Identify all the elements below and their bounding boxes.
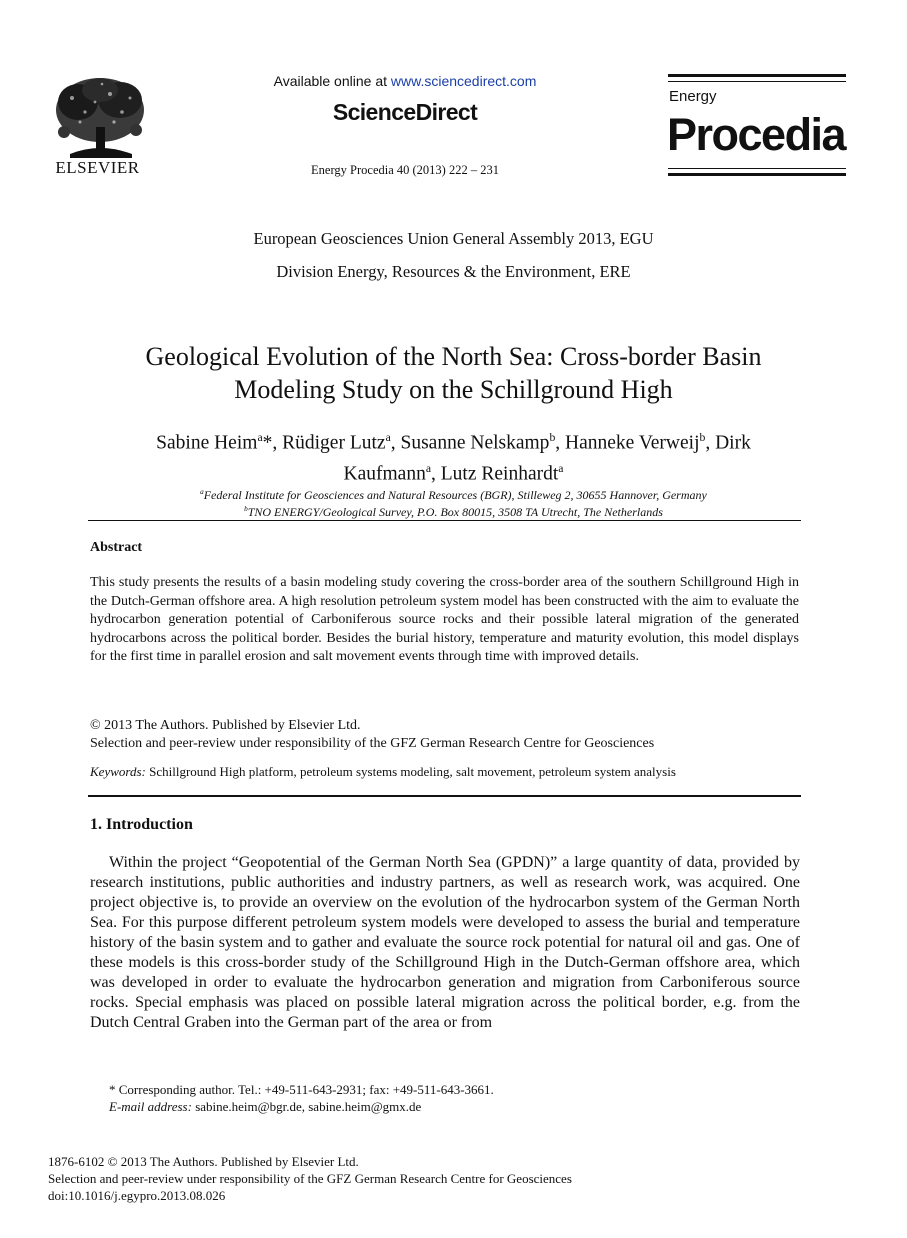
email-addresses: sabine.heim@bgr.de, sabine.heim@gmx.de — [191, 1099, 422, 1114]
section-divider — [88, 795, 801, 797]
logo-rule — [668, 74, 846, 77]
affiliation-mark: a — [200, 488, 204, 496]
author-name: Susanne Nelskamp — [400, 432, 550, 454]
affiliation-text: TNO ENERGY/Geological Survey, P.O. Box 80015, 3508 TA Utrecht, The Netherlands — [247, 505, 663, 519]
available-online-line — [200, 73, 610, 89]
author-affil-mark: a — [558, 461, 564, 475]
author-sep: , — [555, 432, 566, 454]
title-line-2: Modeling Study on the Schillground High — [234, 375, 673, 404]
abstract-body: This study presents the results of a basin modeling study covering the cross-border area of the southern Schillground High in the Dutch-German offshore area. A high resolution petroleum system model has been constructed with the aim to evaluate the hydrocarbon generation potential of Carboniferous source rocks and their possible lateral migration of the generated hydrocarbons across the political border. Besides the burial history, temperature and maturity evolution, this model displays for the first time in parallel erosion and salt movement events through time with improved details. — [90, 575, 799, 664]
conference-line-1: European Geosciences Union General Assembly 2013, EGU — [253, 229, 654, 248]
author-affil-mark: b — [699, 431, 706, 444]
elsevier-wordmark: ELSEVIER — [55, 158, 140, 177]
page-footer — [48, 1153, 808, 1204]
keywords-label: Keywords: — [90, 764, 146, 779]
author-name: Rüdiger Lutz — [282, 432, 386, 454]
author-line-1 — [80, 425, 827, 456]
author-affil-mark: a — [385, 431, 391, 444]
author-sep: , — [390, 432, 401, 454]
author-affil-mark: b — [549, 431, 556, 444]
abstract-heading: Abstract — [90, 540, 143, 555]
author-sep: *, — [262, 432, 283, 454]
abstract-copyright — [90, 717, 799, 753]
logo-rule — [668, 168, 846, 169]
author-affil-mark: a — [425, 461, 432, 475]
keywords-line — [90, 764, 799, 780]
email-label: E-mail address: — [109, 1099, 192, 1114]
logo-procedia-word: Procedia — [667, 109, 846, 160]
corresponding-author-footnote — [109, 1081, 799, 1115]
affiliation-a — [80, 488, 827, 503]
footer-doi[interactable]: doi:10.1016/j.egypro.2013.08.026 — [48, 1188, 226, 1203]
journal-reference: Energy Procedia 40 (2013) 222 – 231 — [311, 163, 499, 177]
title-line-1: Geological Evolution of the North Sea: Cross-border Basin — [145, 342, 762, 371]
footer-peer-review: Selection and peer-review under responsibility of the GFZ German Research Centre for Geosciences — [48, 1171, 572, 1186]
sciencedirect-logo: ScienceDirect — [332, 99, 478, 125]
section-divider — [88, 520, 801, 521]
author-sep: , Dirk — [705, 432, 751, 454]
keywords-list: Schillground High platform, petroleum systems modeling, salt movement, petroleum system analysis — [145, 764, 676, 779]
copyright-line-2: Selection and peer-review under responsibility of the GFZ German Research Centre for Geosciences — [90, 736, 655, 751]
footnote-contact: * Corresponding author. Tel.: +49-511-643-2931; fax: +49-511-643-3661. — [109, 1082, 494, 1097]
footnote-email-line — [109, 1098, 799, 1115]
author-name: Lutz Reinhardt — [440, 463, 559, 484]
author-list — [80, 425, 827, 486]
affiliation-mark: b — [244, 505, 248, 513]
author-line-2 — [80, 456, 827, 487]
logo-rule — [668, 173, 846, 176]
conference-line-2: Division Energy, Resources & the Environment, ERE — [276, 262, 631, 281]
energy-procedia-logo — [668, 74, 846, 178]
sciencedirect-link[interactable]: www.sciencedirect.com — [390, 73, 537, 89]
author-affil-mark: a — [257, 431, 263, 444]
author-name: Hanneke Verweij — [565, 432, 700, 454]
logo-energy-word: Energy — [669, 88, 717, 105]
affiliation-b — [80, 505, 827, 520]
author-name: Kaufmann — [343, 463, 426, 484]
logo-rule — [668, 81, 846, 82]
footer-issn-copyright: 1876-6102 © 2013 The Authors. Published by Elsevier Ltd. — [48, 1154, 359, 1169]
available-prefix: Available online at — [273, 73, 391, 89]
author-name: Sabine Heim — [156, 432, 258, 454]
affiliation-text: Federal Institute for Geosciences and Natural Resources (BGR), Stilleweg 2, 30655 Hannover, Germany — [203, 488, 707, 502]
author-sep: , — [431, 463, 441, 484]
copyright-line-1: © 2013 The Authors. Published by Elsevier Ltd. — [90, 718, 361, 733]
introduction-body: Within the project “Geopotential of the German North Sea (GPDN)” a large quantity of data, provided by research institutions, public authorities and industry partners, as well as research work, was acquired. One project objective is, to provide an overview on the evolution of the hydrocarbon system of the German North Sea. For this purpose different petroleum system models were developed to assess the burial and temperature history of the basin system and to gather and evaluate the source rock potential for natural oil and gas. One of these models is this cross-border study of the Schillground High in the Dutch-German offshore area, which was developed in order to evaluate the hydrocarbon generation and migration from Carboniferous source rocks. Special emphasis was placed on possible lateral migration across the political border, e.g. from the Dutch Central Graben into the German part of the area or from — [90, 854, 800, 1031]
paper-title — [80, 340, 827, 406]
introduction-heading: 1. Introduction — [90, 816, 193, 833]
